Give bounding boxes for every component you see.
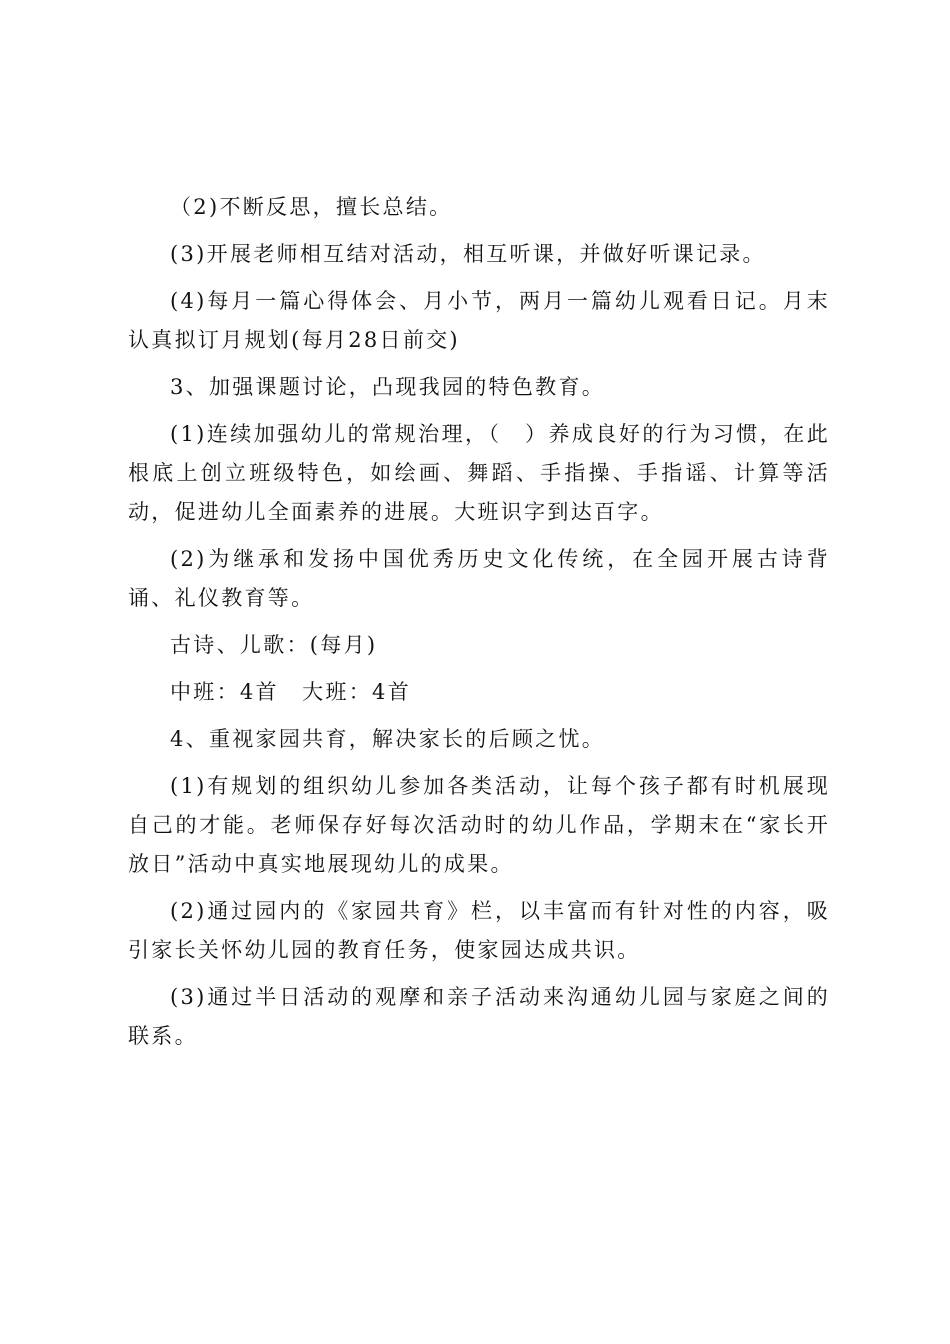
section-heading-home-school: 4、重视家园共育，解决家长的后顾之忧。 <box>170 727 606 751</box>
paragraph-reflect-summarize: （2)不断反思，擅长总结。 <box>170 195 453 219</box>
paragraph-routine-management: (1)连续加强幼儿的常规治理，（ ）养成良好的行为习惯，在此根底上创立班级特色，如绘画、舞蹈、手指操、手指谣、计算等活动，促进幼儿全面素养的进展。大班识字到达百字。 <box>128 422 830 524</box>
paragraph-bulletin-board: (2)通过园内的《家园共育》栏，以丰富而有针对性的内容，吸引家长关怀幼儿园的教育任务，使家园达成共识。 <box>128 899 830 962</box>
paragraph-poems-songs: 古诗、儿歌：(每月) <box>170 633 378 657</box>
paragraph-planned-activities: (1)有规划的组织幼儿参加各类活动，让每个孩子都有时机展现自己的才能。老师保存好每次活动时的幼儿作品，学期末在“家长开放日”活动中真实地展现幼儿的成果。 <box>128 774 830 876</box>
paragraph-teacher-pairing: (3)开展老师相互结对活动，相互听课，并做好听课记录。 <box>170 242 766 266</box>
paragraph-monthly-reflection: (4)每月一篇心得体会、月小节，两月一篇幼儿观看日记。月末认真拟订月规划(每月28日前交) <box>128 289 830 352</box>
section-heading-research: 3、加强课题讨论，凸现我园的特色教育。 <box>170 375 606 399</box>
paragraph-half-day-activities: (3)通过半日活动的观摩和亲子活动来沟通幼儿园与家庭之间的联系。 <box>128 985 830 1048</box>
document-body <box>128 188 830 1064</box>
paragraph-class-quota: 中班：4首 大班：4首 <box>170 680 412 704</box>
paragraph-traditional-culture: (2)为继承和发扬中国优秀历史文化传统，在全园开展古诗背诵、礼仪教育等。 <box>128 547 830 610</box>
